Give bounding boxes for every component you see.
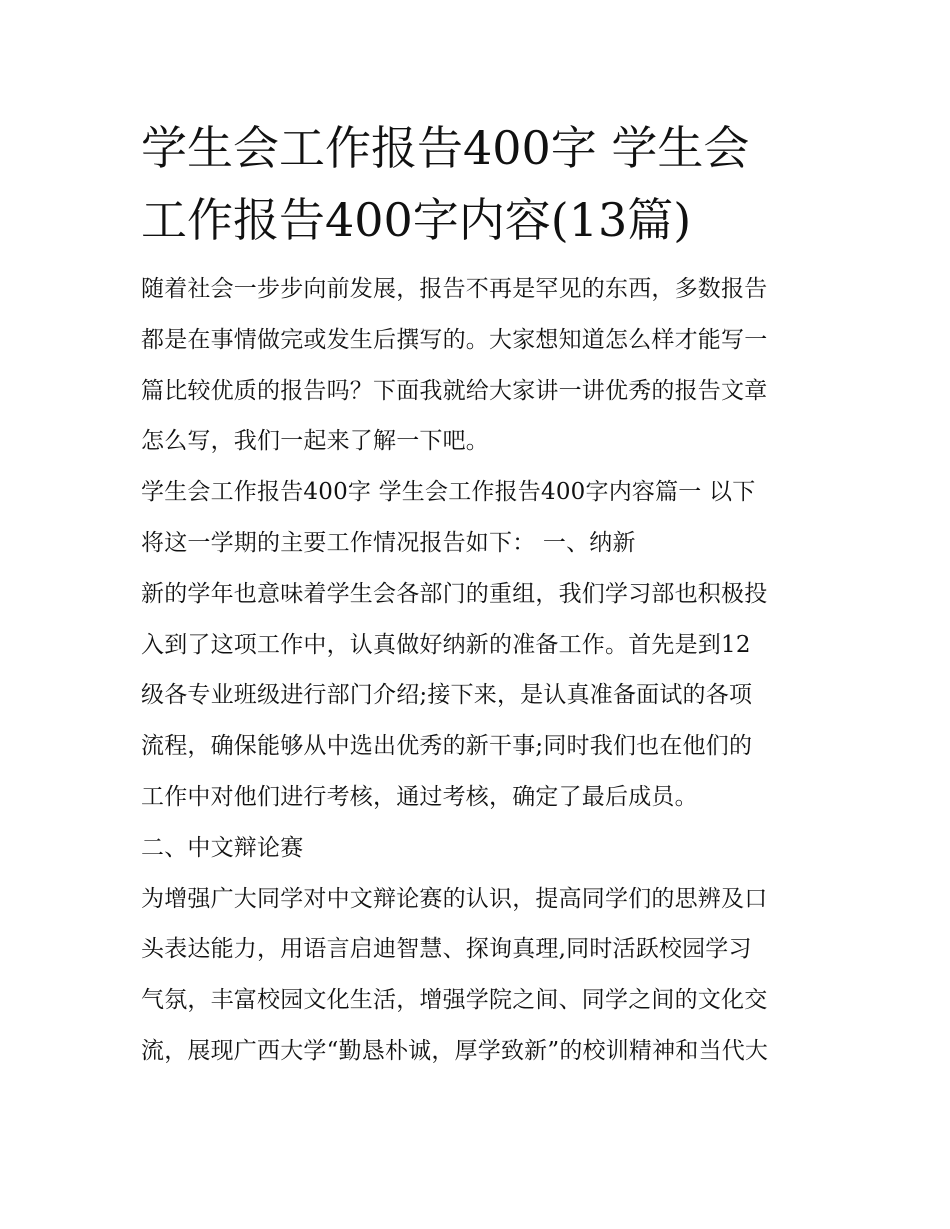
document-title bbox=[141, 112, 813, 256]
text-line: 都是在事情做完或发生后撰写的。大家想知道怎么样才能写一 bbox=[141, 326, 768, 353]
text-line: 新的学年也意味着学生会各部门的重组，我们学习部也积极投 bbox=[141, 580, 768, 607]
title-line: 学生会工作报告400字 学生会 bbox=[141, 121, 750, 175]
section-two-heading bbox=[141, 823, 813, 874]
title-line: 工作报告400字内容(13篇) bbox=[141, 193, 692, 247]
text-line: 二、中文辩论赛 bbox=[141, 834, 304, 861]
text-line: 随着社会一步步向前发展，报告不再是罕见的东西，多数报告 bbox=[141, 276, 768, 302]
text-line: 为增强广大同学对中文辩论赛的认识，提高同学们的思辨及口 bbox=[141, 885, 768, 912]
text-line: 将这一学期的主要工作情况报告如下： 一、纳新 bbox=[141, 529, 636, 556]
text-line: 流，展现广西大学“勤恳朴诚，厚学致新”的校训精神和当代大 bbox=[141, 1037, 769, 1064]
text-line: 工作中对他们进行考核，通过考核，确定了最后成员。 bbox=[141, 783, 698, 810]
recruitment-paragraph bbox=[141, 569, 813, 823]
debate-paragraph bbox=[141, 874, 813, 1077]
text-line: 怎么写，我们一起来了解一下吧。 bbox=[141, 428, 489, 455]
text-line: 篇比较优质的报告吗？下面我就给大家讲一讲优秀的报告文章 bbox=[141, 377, 768, 404]
text-line: 气氛，丰富校园文化生活，增强学院之间、同学之间的文化交 bbox=[141, 987, 768, 1014]
text-line: 入到了这项工作中，认真做好纳新的准备工作。首先是到12 bbox=[141, 631, 751, 658]
text-line: 流程，确保能够从中选出优秀的新干事;同时我们也在他们的 bbox=[141, 733, 753, 760]
text-line: 头表达能力，用语言启迪智慧、探询真理,同时活跃校园学习 bbox=[141, 936, 752, 963]
document-body bbox=[141, 112, 813, 1077]
text-line: 学生会工作报告400字 学生会工作报告400字内容篇一 以下 bbox=[141, 479, 756, 506]
section-one-heading-paragraph bbox=[141, 467, 813, 569]
intro-paragraph bbox=[141, 264, 813, 467]
text-line: 级各专业班级进行部门介绍;接下来，是认真准备面试的各项 bbox=[141, 682, 753, 709]
